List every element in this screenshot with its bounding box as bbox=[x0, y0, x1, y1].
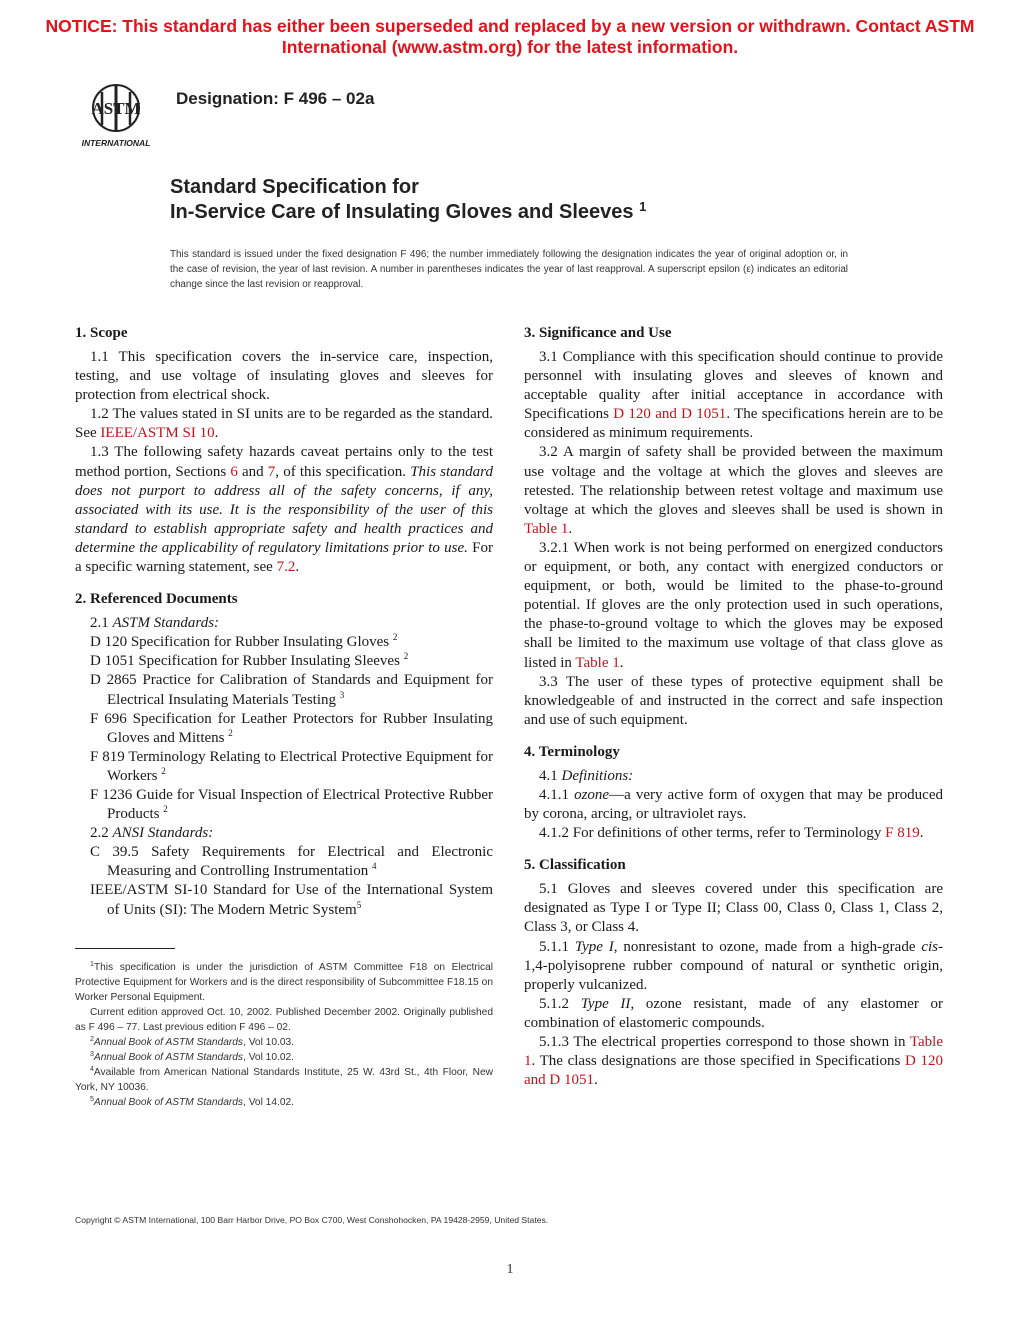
footnote-3: $^3$Annual Book of ASTM Standards, Vol 10.02. bbox=[90, 1051, 295, 1063]
ref-item: F 1236 Guide for Visual Inspection of Electrical Protective Rubber Products $^2$ bbox=[90, 786, 493, 823]
footnotes bbox=[75, 960, 493, 1110]
left-column bbox=[75, 324, 493, 920]
section-2-heading: 2. Referenced Documents bbox=[75, 591, 238, 608]
para-3-2-1: 3.2.1 When work is not being performed on energized conductors or equipment, or both, any contact with energized conductors or equipment, or both, would be limited to the phase-to-ground potential. If gloves are the only protection used in such operations, the phase-to-ground voltage to which the gloves may be exposed shall be limited to the maximum use voltage of that class glove as listed in Table 1. bbox=[524, 539, 943, 671]
ref-item: F 819 Terminology Relating to Electrical Protective Equipment for Workers $^2$ bbox=[90, 748, 493, 784]
para-4-1-2: 4.1.2 For definitions of other terms, refer to Terminology F 819. bbox=[539, 825, 924, 842]
title-line-1: Standard Specification for bbox=[170, 176, 419, 198]
link-table-1[interactable]: Table 1 bbox=[524, 520, 569, 537]
para-3-3: 3.3 The user of these types of protective equipment shall be knowledgeable of and instructed in the correct and safe inspection and use of such equipment. bbox=[524, 673, 943, 728]
footnote-2: $^2$Annual Book of ASTM Standards, Vol 10.03. bbox=[90, 1036, 295, 1048]
ref-item: F 696 Specification for Leather Protectors for Rubber Insulating Gloves and Mittens $^2$ bbox=[90, 710, 493, 746]
logo-sub: INTERNATIONAL bbox=[81, 138, 151, 148]
ref-item: IEEE/ASTM SI-10 Standard for Use of the International System of Units (SI): The Modern Metric System$^5$ bbox=[90, 882, 493, 918]
document-title bbox=[170, 175, 646, 225]
link-7-2[interactable]: 7.2 bbox=[276, 559, 296, 576]
notice-banner bbox=[40, 16, 980, 58]
ref-item: D 1051 Specification for Rubber Insulating Sleeves $^2$ bbox=[90, 651, 409, 670]
notice-line-2: International (www.astm.org) for the latest information. bbox=[281, 37, 739, 57]
footnote-5: $^5$Annual Book of ASTM Standards, Vol 14.02. bbox=[90, 1096, 295, 1108]
footnote-1: $^1$This specification is under the jurisdiction of ASTM Committee F18 on Electrical Protective Equipment for Workers and is the direct responsibility of Subcommittee F18.15 on Worker Personal Equipment. bbox=[75, 961, 493, 1003]
ref-item: D 120 Specification for Rubber Insulating Gloves $^2$ bbox=[90, 632, 398, 651]
section-5-heading: 5. Classification bbox=[524, 857, 626, 874]
link-ieee-si10[interactable]: IEEE/ASTM SI 10 bbox=[100, 425, 215, 442]
footnote-rule bbox=[75, 948, 175, 949]
link-table-1[interactable]: Table 1 bbox=[575, 654, 620, 671]
para-1-3: 1.3 The following safety hazards caveat pertains only to the test method portion, Sections 6 and 7, of this specification. This standard does not purport to address all of the safety concerns, if any, associated with its use. It is the responsibility of the user of this standard to establish appropriate safety and health practices and determine the applicability of regulatory limitations prior to use. For a specific warning statement, see 7.2. bbox=[75, 444, 493, 576]
para-2-1: 2.1 ASTM Standards: bbox=[90, 615, 220, 632]
para-1-2: 1.2 The values stated in SI units are to be regarded as the standard. See IEEE/ASTM SI 10. bbox=[75, 406, 493, 442]
astm-logo-icon bbox=[70, 78, 164, 150]
link-table-1[interactable]: Table 1 bbox=[524, 1034, 943, 1070]
title-line-2: In-Service Care of Insulating Gloves and Sleeves $^1$ bbox=[170, 199, 647, 223]
link-section-7[interactable]: 7 bbox=[267, 463, 276, 480]
para-5-1-3: 5.1.3 The electrical properties correspond to those shown in Table 1. The class designations are those specified in Specifications D 120 and D 1051. bbox=[524, 1034, 943, 1089]
para-5-1-1: 5.1.1 Type I, nonresistant to ozone, made from a high-grade cis-1,4-polyisoprene rubber compound of natural or synthetic origin, properly vulcanized. bbox=[524, 938, 944, 993]
copyright: Copyright © ASTM International, 100 Barr Harbor Drive, PO Box C700, West Conshohocken, PA 19428-2959, United States. bbox=[75, 1215, 549, 1225]
para-3-2: 3.2 A margin of safety shall be provided between the maximum use voltage and the voltage at which the gloves and sleeves are retested. The relationship between retest voltage and maximum use voltage at which the gloves and sleeves shall be used is shown in Table 1. bbox=[524, 444, 943, 537]
section-3-heading: 3. Significance and Use bbox=[524, 325, 672, 341]
section-4-heading: 4. Terminology bbox=[524, 743, 620, 760]
ref-item: C 39.5 Safety Requirements for Electrical and Electronic Measuring and Controlling Instrumentation $^4$ bbox=[90, 844, 493, 880]
ref-item: D 2865 Practice for Calibration of Standards and Equipment for Electrical Insulating Materials Testing $^3$ bbox=[90, 672, 493, 708]
para-5-1: 5.1 Gloves and sleeves covered under this specification are designated as Type I or Type II; Class 00, Class 0, Class 1, Class 2, Class 3, or Class 4. bbox=[524, 881, 943, 936]
link-f819[interactable]: F 819 bbox=[885, 825, 920, 842]
section-1-heading: 1. Scope bbox=[75, 325, 128, 341]
right-column bbox=[524, 324, 943, 1090]
link-d120-d1051[interactable]: D 120 and D 1051 bbox=[524, 1053, 943, 1089]
link-d120-d1051[interactable]: D 120 and D 1051 bbox=[613, 406, 727, 423]
logo-text: ASTM bbox=[91, 99, 141, 118]
para-4-1-1: 4.1.1 ozone—a very active form of oxygen that may be produced by corona, arcing, or ultraviolet rays. bbox=[524, 786, 943, 823]
designation: Designation: F 496 – 02a bbox=[176, 89, 375, 108]
footnote-1b: Current edition approved Oct. 10, 2002. Published December 2002. Originally published as F 496 – 77. Last previous edition F 496 – 02. bbox=[75, 1007, 493, 1033]
footnote-4: $^4$Available from American National Standards Institute, 25 W. 43rd St., 4th Floor, New York, NY 10036. bbox=[75, 1066, 493, 1093]
para-2-2: 2.2 ANSI Standards: bbox=[90, 825, 214, 842]
issuance-note: This standard is issued under the fixed designation F 496; the number immediately following the designation indicates the year of original adoption or, in the case of revision, the year of last revision. A number in parentheses indicates the year of last reapproval. A superscript epsilon (ε) indicates an editorial change since the last revision or reapproval. bbox=[170, 249, 848, 290]
para-4-1: 4.1 Definitions: bbox=[539, 767, 634, 784]
para-5-1-2: 5.1.2 Type II, ozone resistant, made of any elastomer or combination of elastomeric compounds. bbox=[524, 995, 944, 1031]
page-number: 1 bbox=[506, 1262, 514, 1277]
para-3-1: 3.1 Compliance with this specification should continue to provide personnel with insulating gloves and sleeves of known and acceptable quality after initial acceptance in accordance with Specifications D 120 and D 1051. The specifications herein are to be considered as minimum requirements. bbox=[524, 349, 943, 442]
notice-line-1: NOTICE: This standard has either been superseded and replaced by a new version or withdrawn. Contact ASTM bbox=[45, 16, 975, 36]
para-1-1: 1.1 This specification covers the in-service care, inspection, testing, and use voltage of insulating gloves and sleeves for protection from electrical shock. bbox=[75, 349, 493, 404]
astm-logo bbox=[70, 78, 164, 150]
link-section-6[interactable]: 6 bbox=[230, 463, 238, 480]
